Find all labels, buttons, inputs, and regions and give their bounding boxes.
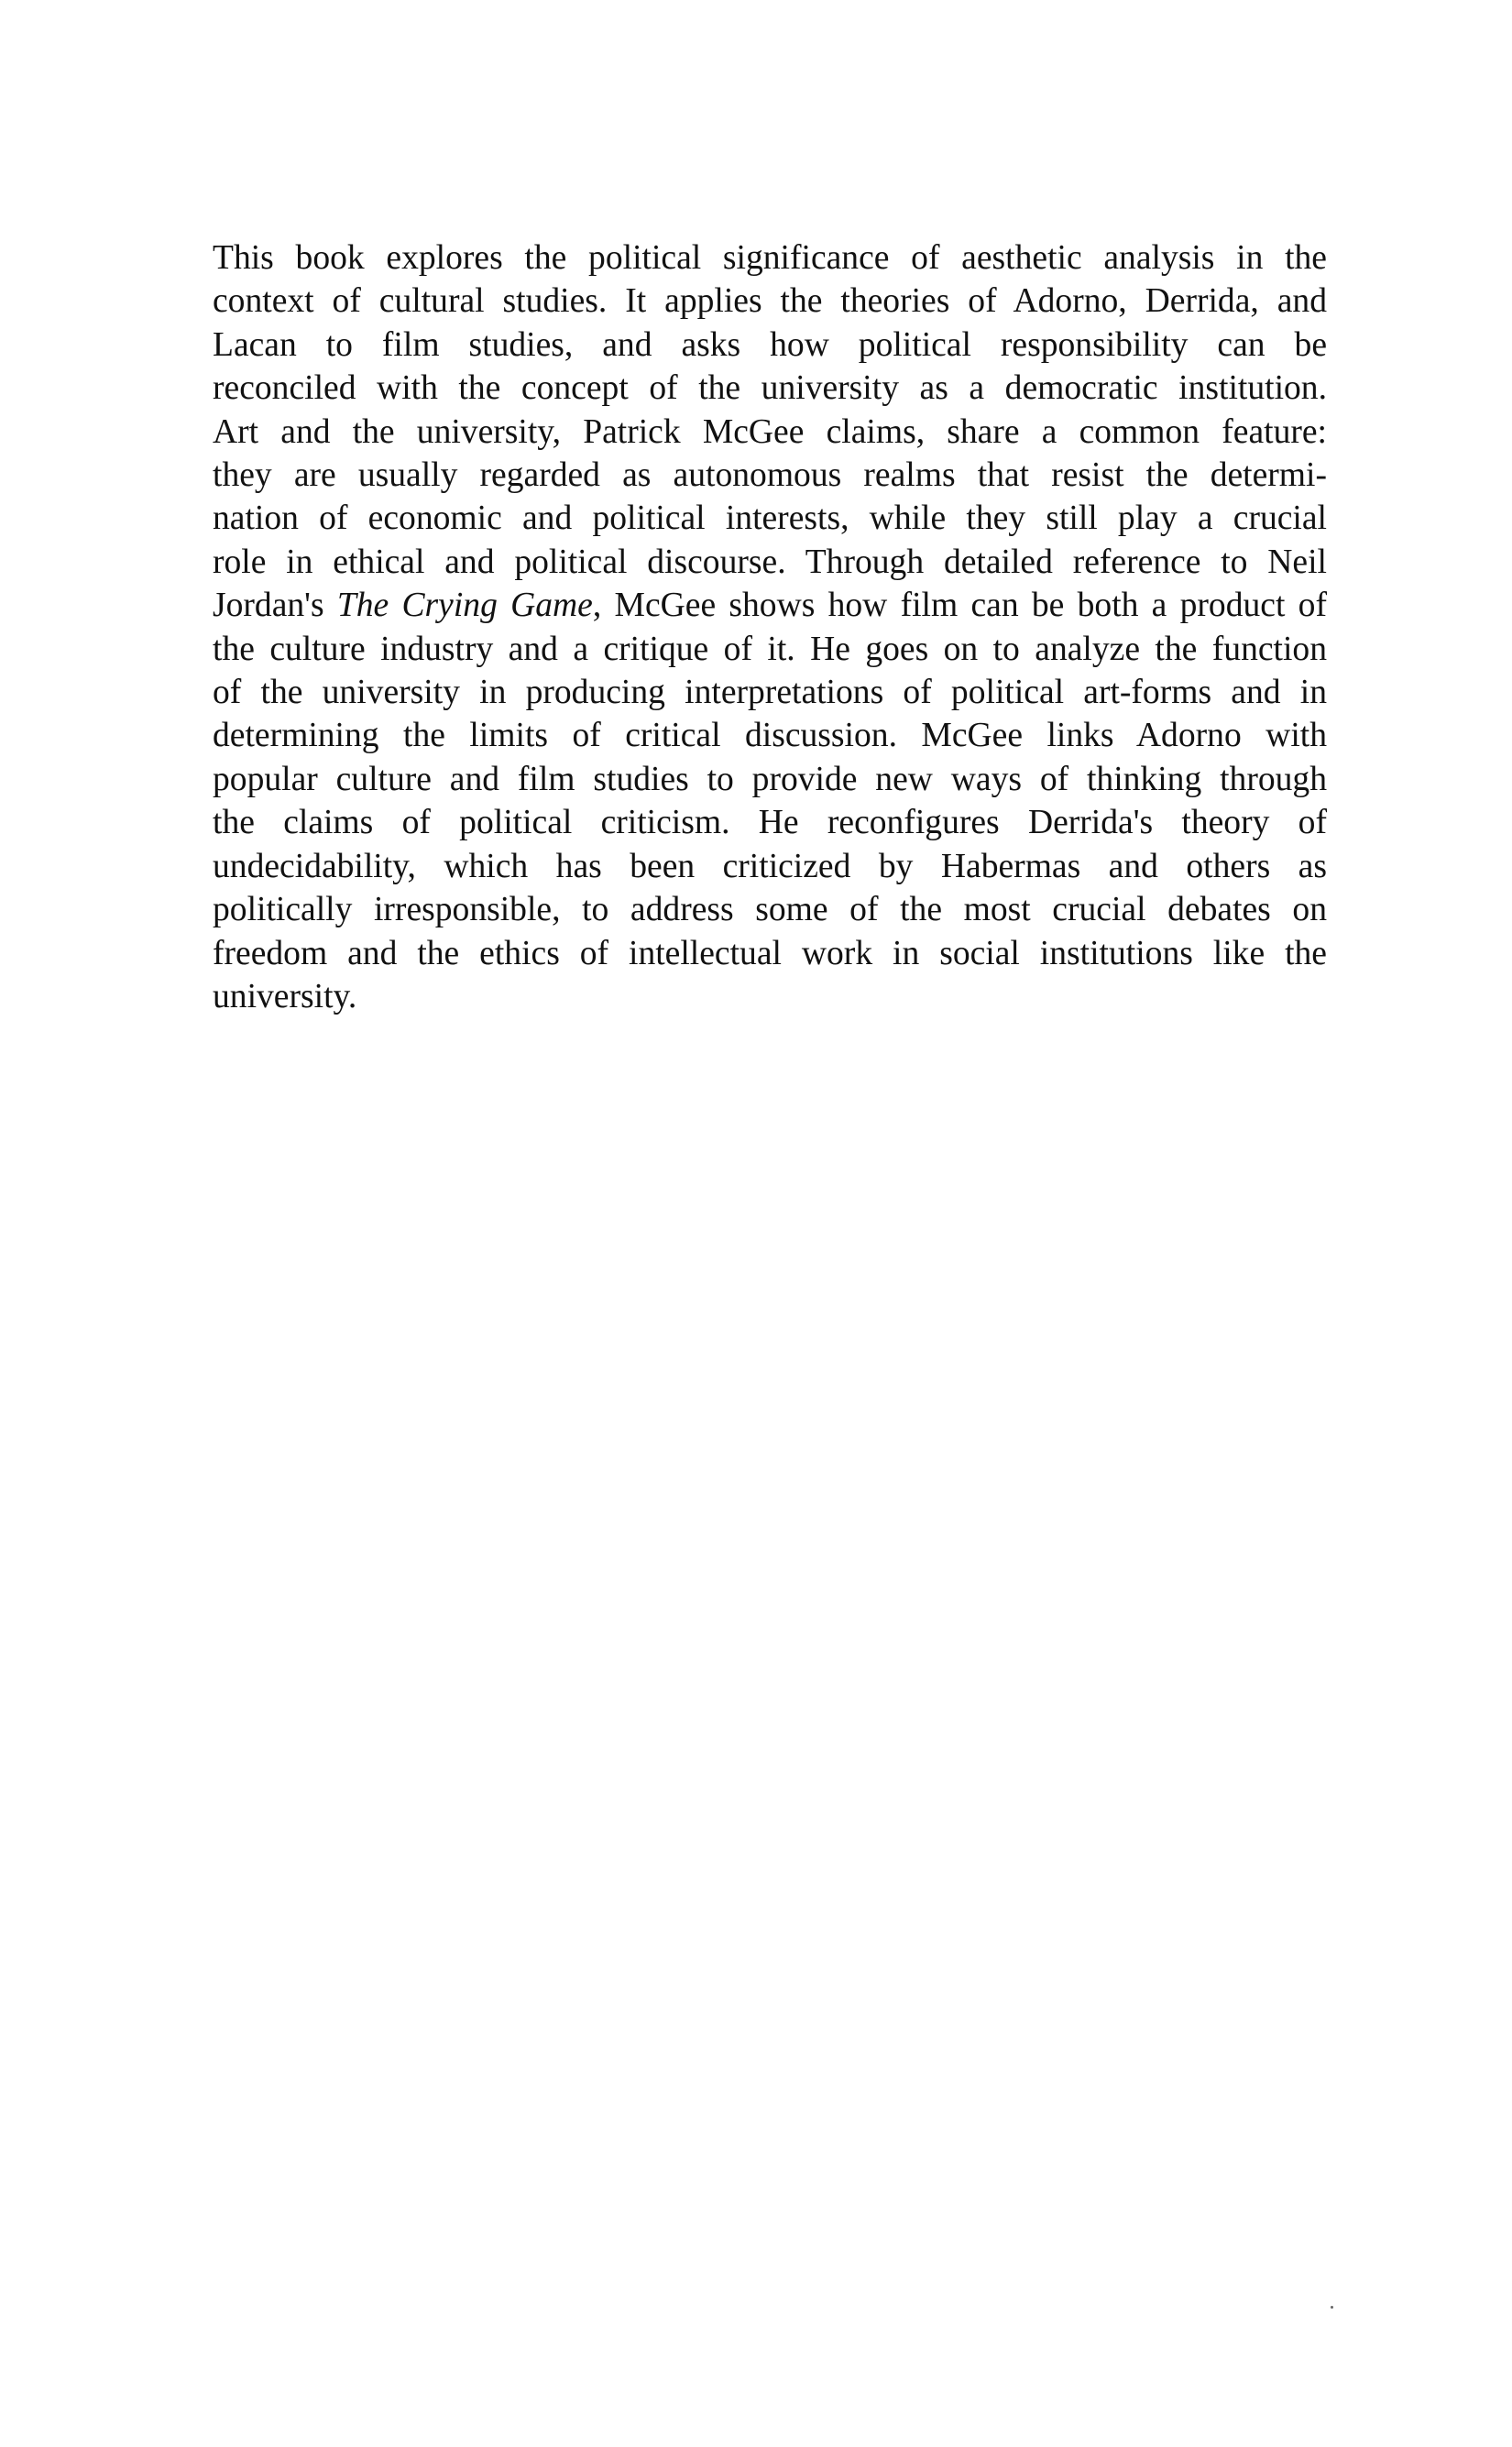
text-line: context of cultural studies. It applies the theories of Adorno, Derrida, and <box>213 282 1327 321</box>
text-line: university. <box>213 977 357 1015</box>
text-line: politically irresponsible, to address some of the most crucial debates on <box>213 891 1327 929</box>
text-segment: Jordan's <box>213 587 337 625</box>
film-title: The Crying Game <box>336 587 593 625</box>
text-line: determining the limits of critical discussion. McGee links Adorno with <box>213 717 1327 755</box>
text-line: This book explores the political significance of aesthetic analysis in the <box>213 239 1327 277</box>
scan-speck <box>1331 2306 1333 2309</box>
text-line: undecidability, which has been criticized by Habermas and others as <box>213 847 1327 885</box>
text-segment: , McGee shows how film can be both a product of <box>592 587 1327 625</box>
text-line: the culture industry and a critique of it. He goes on to analyze the function <box>213 630 1327 668</box>
text-line: of the university in producing interpretations of political art-forms and in <box>213 674 1327 712</box>
text-line: the claims of political criticism. He reconfigures Derrida's theory of <box>213 804 1327 842</box>
text-line-film-title <box>213 584 1327 627</box>
text-line: reconciled with the concept of the university as a democratic institution. <box>213 369 1327 408</box>
text-line: freedom and the ethics of intellectual work in social institutions like the <box>213 934 1327 972</box>
text-line: Art and the university, Patrick McGee claims, share a common feature: <box>213 412 1327 451</box>
book-description <box>213 236 1327 1018</box>
text-line: Lacan to film studies, and asks how political responsibility can be <box>213 325 1327 364</box>
text-line: popular culture and film studies to provide new ways of thinking through <box>213 760 1327 798</box>
text-line: they are usually regarded as autonomous realms that resist the determi- <box>213 456 1327 495</box>
text-line: role in ethical and political discourse. Through detailed reference to Neil <box>213 543 1327 581</box>
text-line: nation of economic and political interests, while they still play a crucial <box>213 499 1327 538</box>
